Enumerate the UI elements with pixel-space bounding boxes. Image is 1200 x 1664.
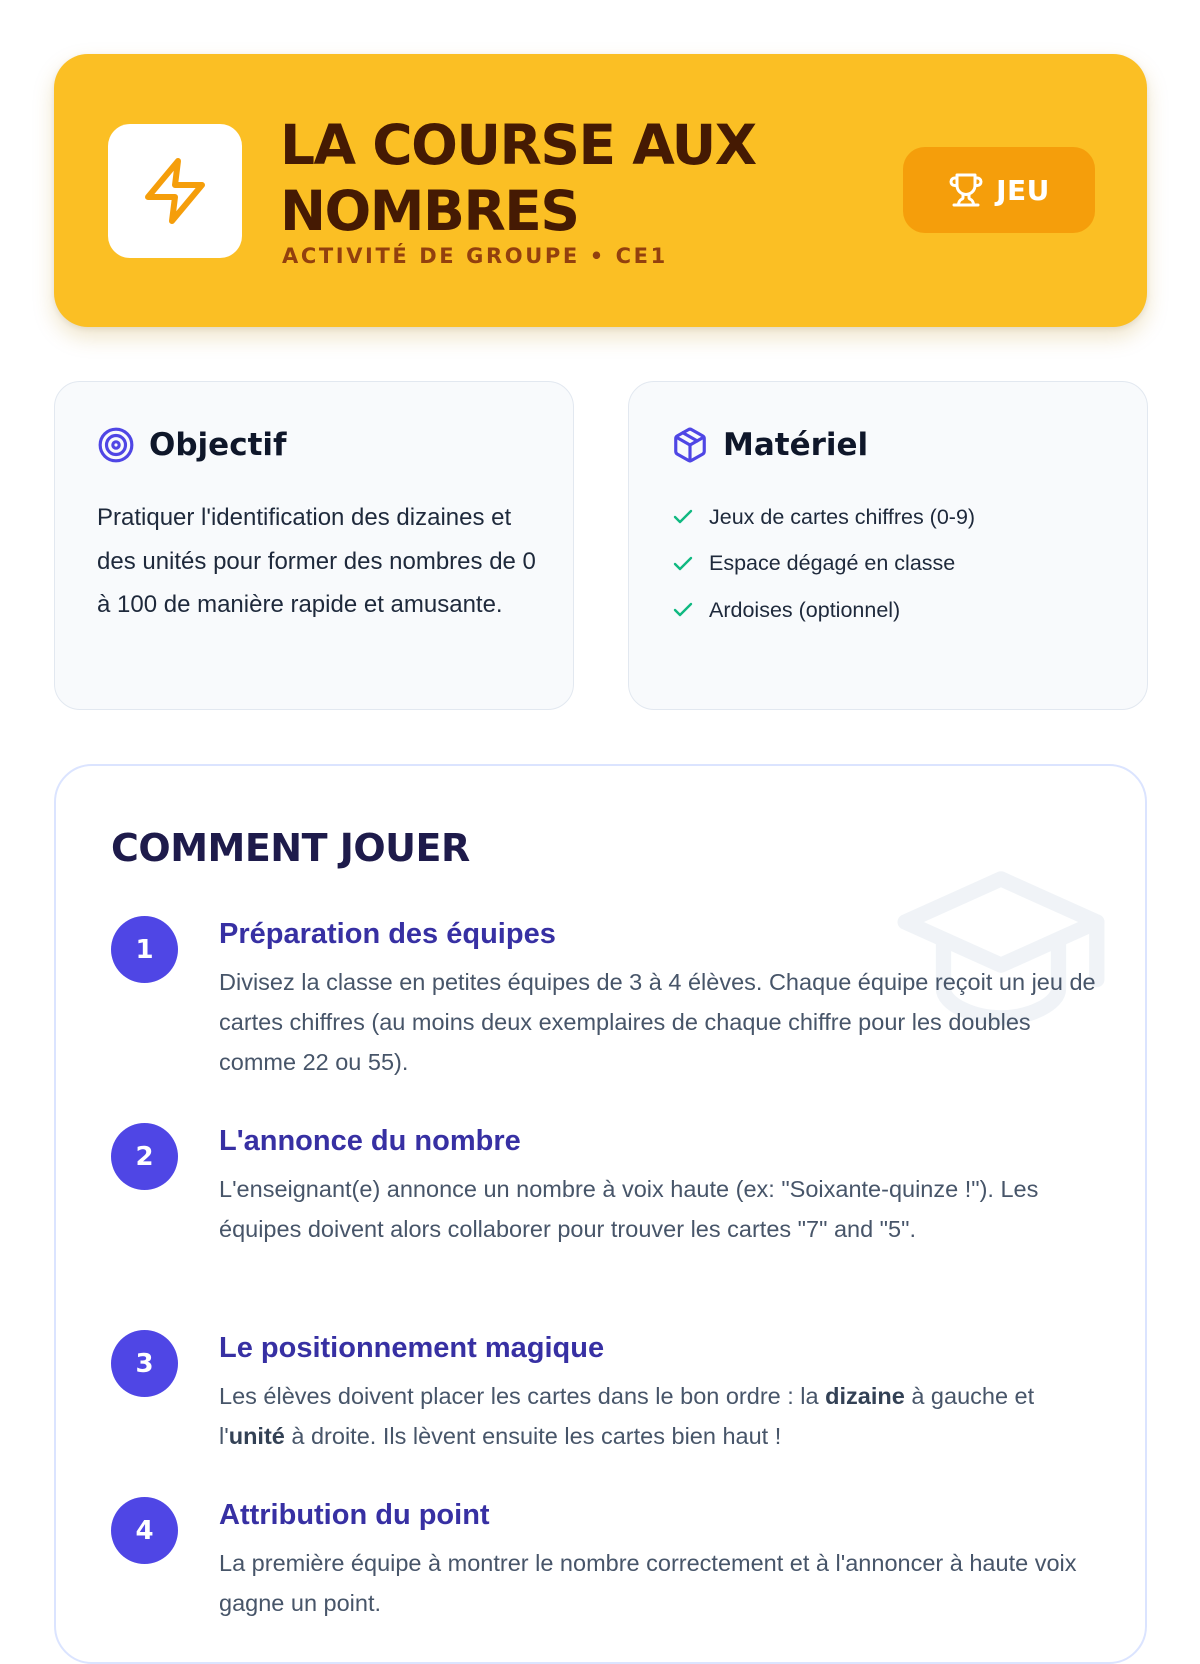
step-title: Le positionnement magique <box>219 1332 605 1364</box>
target-icon <box>97 426 135 464</box>
check-icon <box>671 552 695 576</box>
how-to-play-card <box>54 764 1147 1664</box>
list-item <box>671 541 975 588</box>
materials-item-label: Ardoises (optionnel) <box>709 597 901 622</box>
step-description: La première équipe à montrer le nombre correctement et à l'annoncer à haute voix gagne un point. <box>219 1550 1077 1616</box>
step-number: 4 <box>111 1497 178 1564</box>
activity-header <box>54 54 1147 327</box>
page-title: LA COURSE AUX NOMBRES <box>280 113 756 243</box>
materials-title: Matériel <box>723 427 869 463</box>
materials-header <box>671 426 868 464</box>
step-number: 3 <box>111 1330 178 1397</box>
step-title: L'annonce du nombre <box>219 1125 521 1157</box>
step-title: Attribution du point <box>219 1499 490 1531</box>
step-text-part: à gauche et l' <box>219 1383 1035 1449</box>
box-icon <box>671 426 709 464</box>
check-icon <box>671 598 695 622</box>
list-item <box>671 587 975 634</box>
step-description <box>219 1376 1099 1456</box>
step-description: L'enseignant(e) annonce un nombre à voix haute (ex: "Soixante-quinze !"). Les équipes doivent alors collaborer pour trouver les cartes "7" and "5". <box>219 1176 1039 1242</box>
how-to-play-title: COMMENT JOUER <box>111 826 470 870</box>
objective-card <box>54 381 574 710</box>
objective-header <box>97 426 287 464</box>
materials-item-label: Espace dégagé en classe <box>709 551 956 576</box>
step-bold-term: dizaine <box>825 1383 905 1409</box>
header-icon-box <box>108 124 242 258</box>
step-text-part: à droite. Ils lèvent ensuite les cartes bien haut ! <box>284 1423 782 1449</box>
objective-title: Objectif <box>149 427 287 463</box>
step-title: Préparation des équipes <box>219 918 556 950</box>
check-icon <box>671 505 695 529</box>
step-text-part: Les élèves doivent placer les cartes dans le bon ordre : la <box>219 1383 826 1409</box>
lightning-bolt-icon <box>139 155 211 227</box>
step-description: Divisez la classe en petites équipes de 3 à 4 élèves. Chaque équipe reçoit un jeu de cartes chiffres (au moins deux exemplaires de chaque chiffre pour les doubles comme 22 ou 55). <box>219 969 1096 1075</box>
page-subtitle: ACTIVITÉ DE GROUPE • CE1 <box>282 244 668 268</box>
materials-list <box>671 494 975 634</box>
game-badge-button[interactable] <box>903 147 1095 233</box>
step-number: 2 <box>111 1123 178 1190</box>
trophy-icon <box>948 172 984 208</box>
game-badge-label: JEU <box>996 173 1050 207</box>
step-bold-term: unité <box>228 1423 285 1449</box>
objective-text: Pratiquer l'identification des dizaines et des unités pour former des nombres de 0 à 100 de manière rapide et amusante. <box>97 504 536 618</box>
materials-item-label: Jeux de cartes chiffres (0-9) <box>709 504 976 529</box>
step-number: 1 <box>111 916 178 983</box>
materials-card <box>628 381 1148 710</box>
list-item <box>671 494 975 541</box>
